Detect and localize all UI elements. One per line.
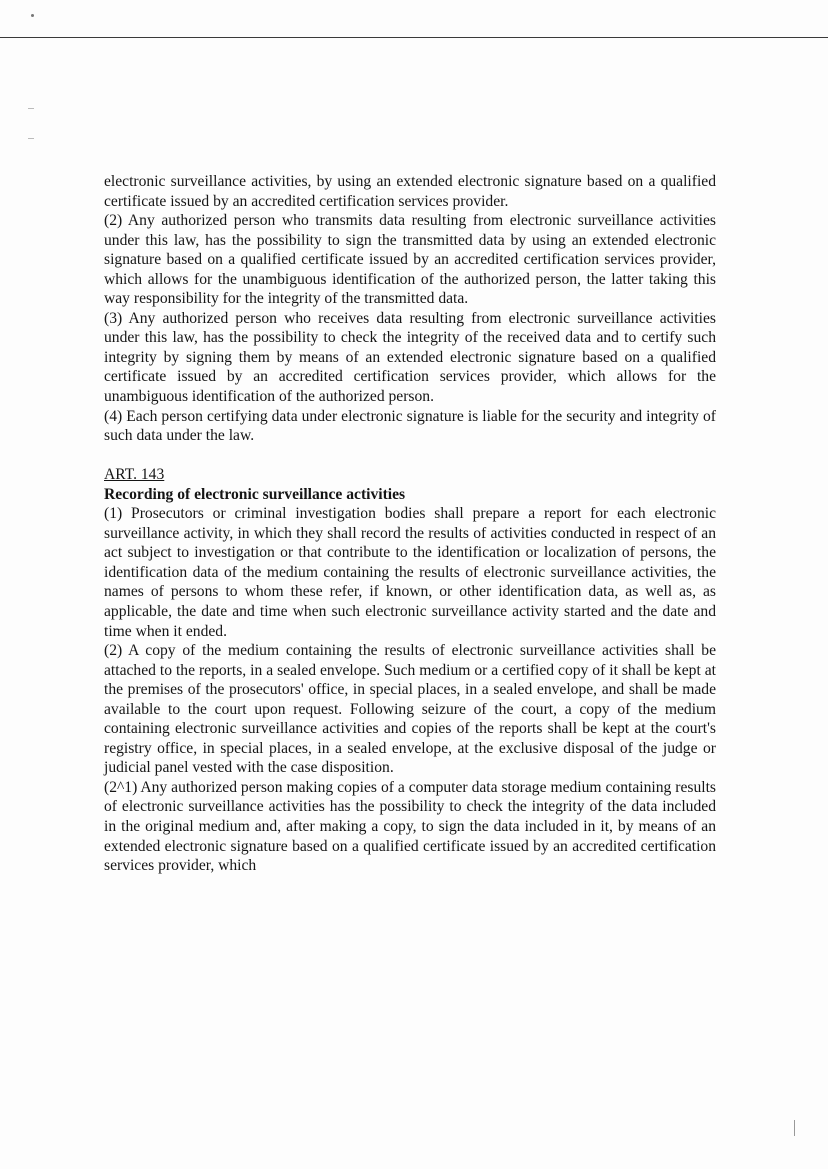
scan-speck (28, 138, 34, 139)
paragraph-4: (4) Each person certifying data under electronic signature is liable for the security and integrity of such data under the law. (104, 407, 716, 445)
article-paragraph-1: (1) Prosecutors or criminal investigation bodies shall prepare a report for each electronic surveillance activity, in which they shall record the results of activities conducted in respect of an act subject to investigation or that contribute to the identification or localization of persons, the identification data of the medium containing the results of electronic surveillance activities, the names of persons to whom these refer, if known, or other identification data, as well as, as applicable, the date and time when such electronic surveillance activity started and the date and time when it ended. (104, 505, 716, 640)
scan-speck (31, 14, 34, 17)
article-number: ART. 143 (104, 466, 165, 484)
header-rule (0, 37, 828, 38)
paragraph-2: (2) Any authorized person who transmits data resulting from electronic surveillance activities under this law, has the possibility to sign the transmitted data by using an extended electronic signature based on a qualified certificate issued by an accredited certification services provider, which allows for the unambiguous identification of the authorized person, the latter taking this way responsibility for the integrity of the transmitted data. (104, 212, 716, 308)
article-paragraph-2-1: (2^1) Any authorized person making copies of a computer data storage medium containing results of electronic surveillance activities has the possibility to check the integrity of the data included in the original medium and, after making a copy, to sign the data included in it, by means of an extended electronic signature based on a qualified certificate issued by an accredited certification services provider, which (104, 778, 716, 875)
paragraph-3: (3) Any authorized person who receives data resulting from electronic surveillance activities under this law, has the possibility to check the integrity of the received data and to certify such integrity by signing them by means of an extended electronic signature based on a qualified certificate issued by an accredited certification services provider, which allows for the unambiguous identification of the authorized person. (104, 309, 716, 406)
scan-speck (794, 1120, 795, 1136)
article-paragraph-2: (2) A copy of the medium containing the results of electronic surveillance activities shall be attached to the reports, in a sealed envelope. Such medium or a certified copy of it shall be kept at the premises of the prosecutors' office, in special places, in a sealed envelope, and shall be made available to the court upon request. Following seizure of the court, a copy of the medium containing electronic surveillance activities and copies of the reports shall be kept at the court's registry office, in special places, in a sealed envelope, at the exclusive disposal of the judge or judicial panel vested with the case disposition. (104, 642, 716, 777)
paragraph-continuation: electronic surveillance activities, by using an extended electronic signature based on a qualified certificate issued by an accredited certification services provider. (104, 173, 716, 210)
scan-speck (28, 108, 34, 109)
article-title: Recording of electronic surveillance activities (104, 485, 406, 503)
section-gap (104, 446, 716, 466)
document-body (104, 172, 716, 876)
